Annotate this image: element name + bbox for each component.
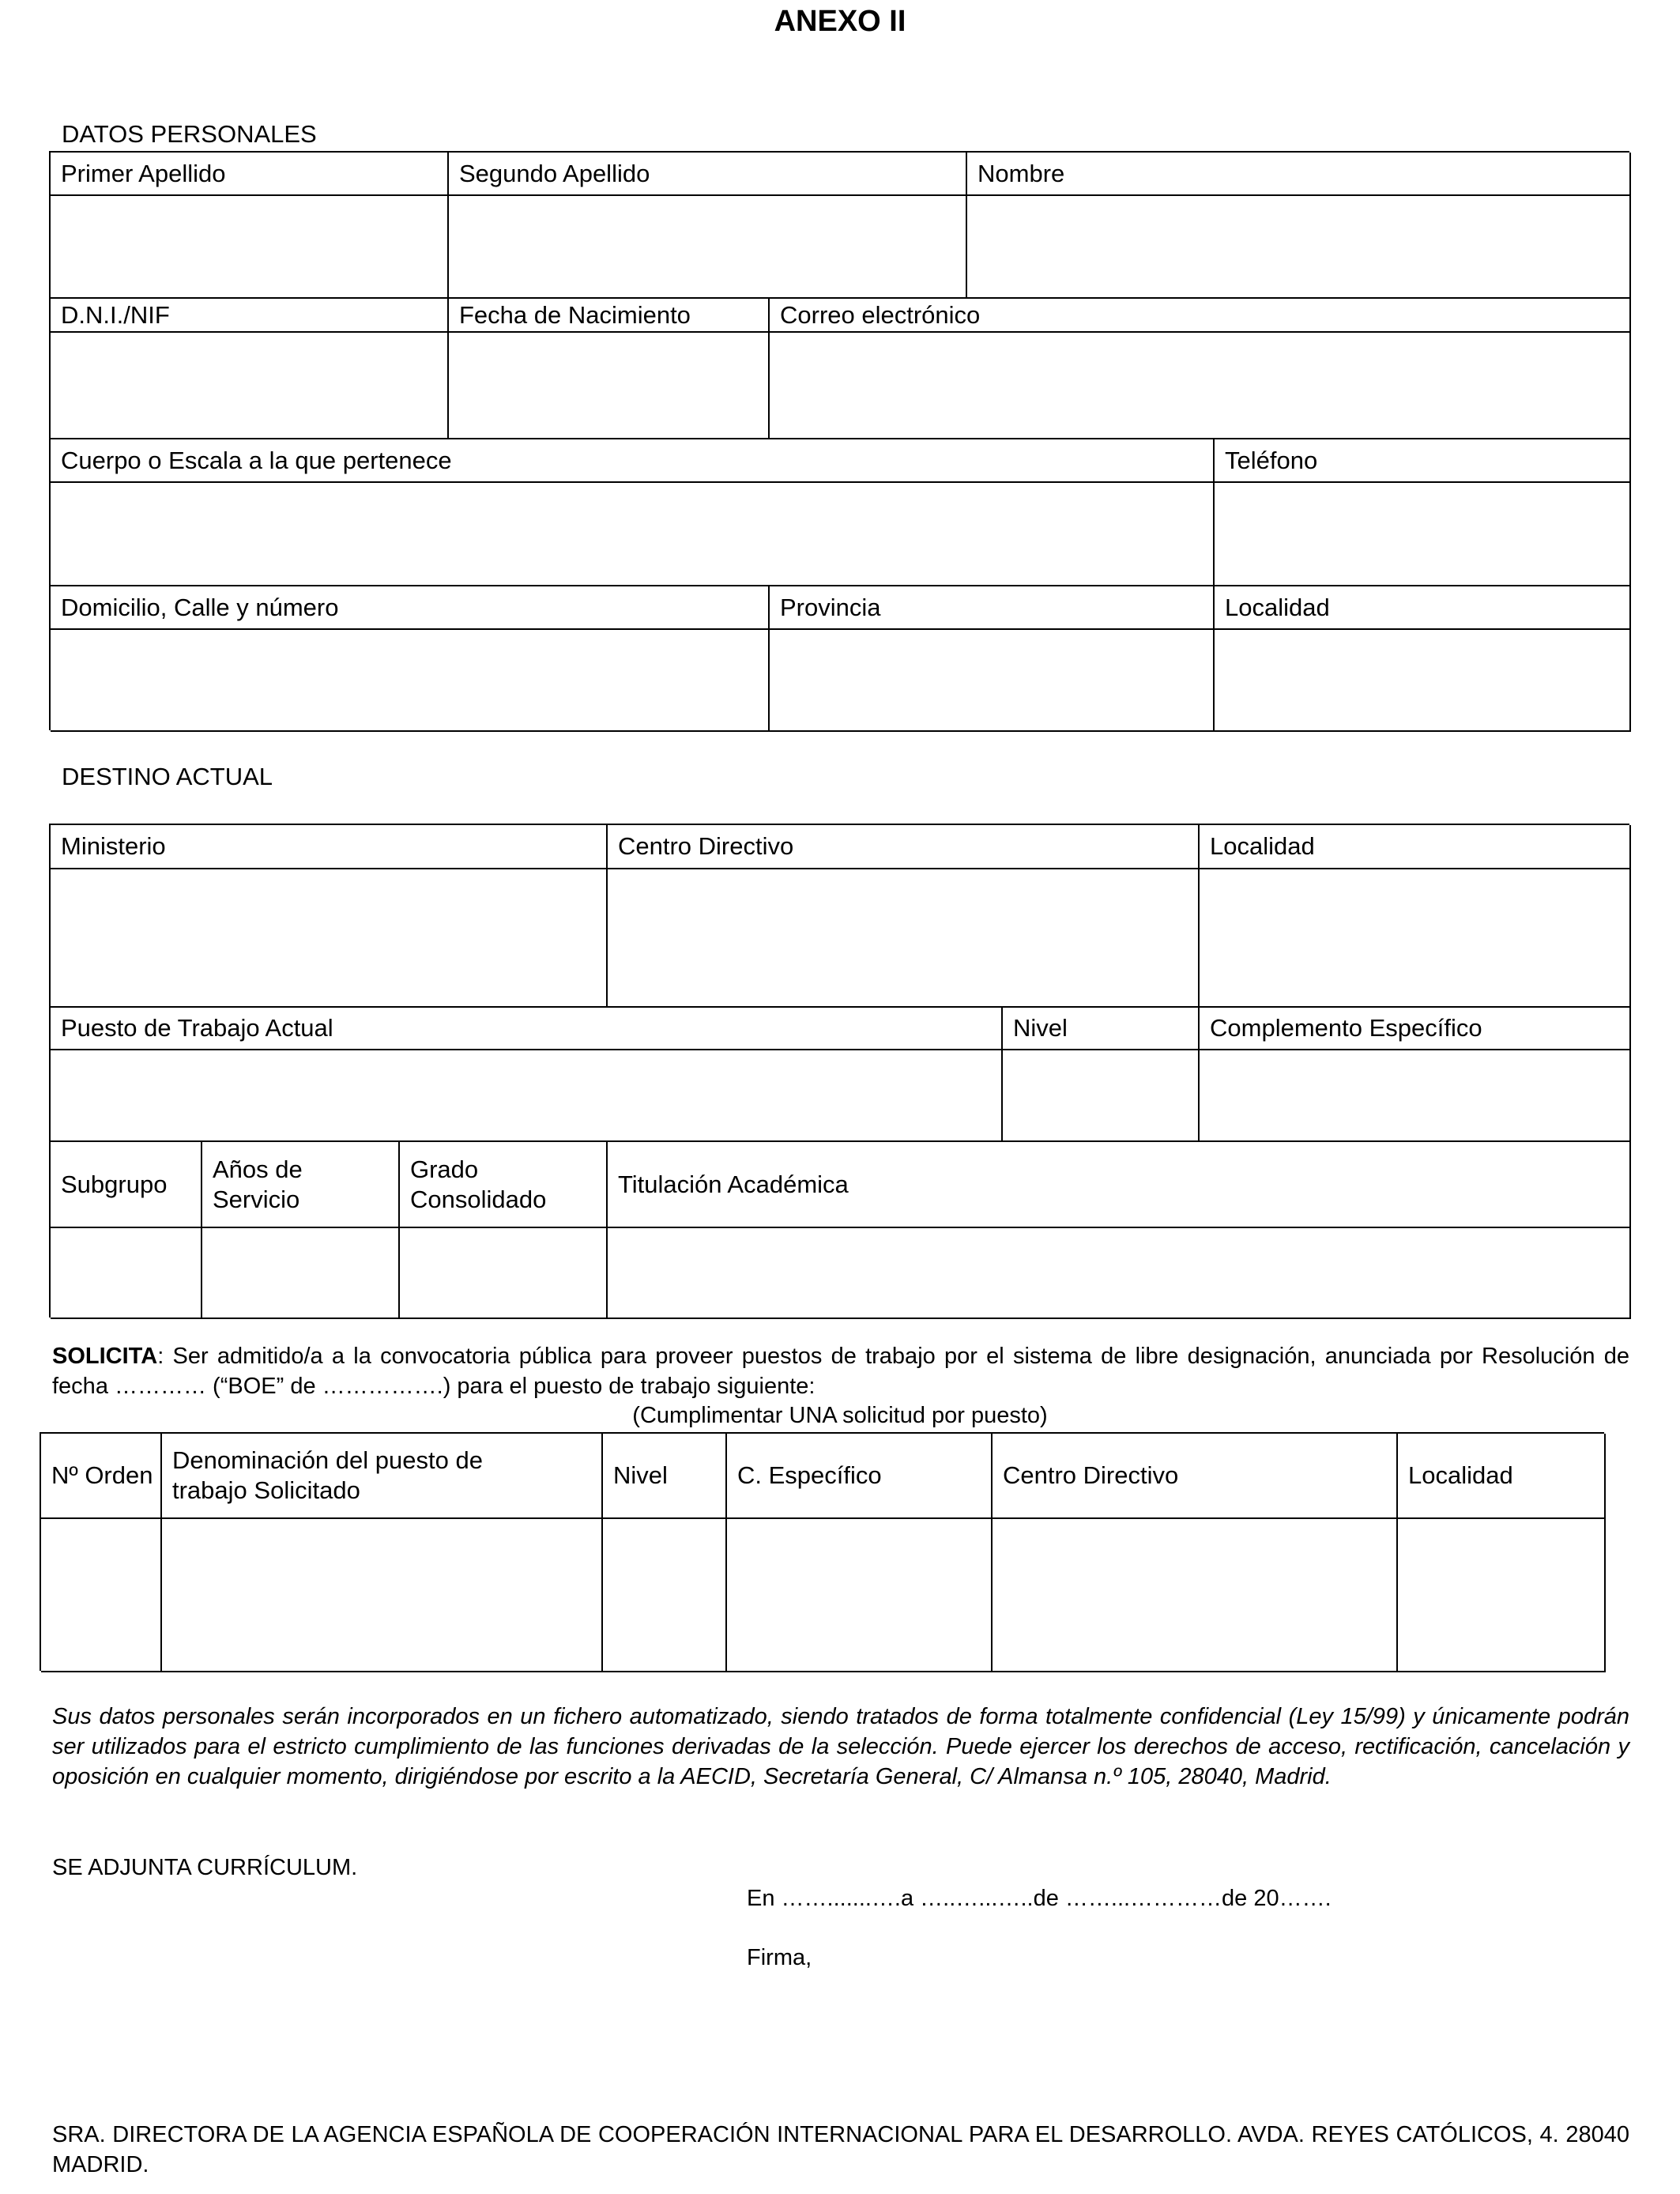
label-localidad-destino: Localidad	[1200, 825, 1631, 869]
label-segundo-apellido: Segundo Apellido	[449, 153, 967, 196]
personal-data-table	[49, 151, 1629, 730]
label-subgrupo: Subgrupo	[51, 1142, 202, 1228]
solicita-paragraph	[52, 1341, 1629, 1401]
field-nivel[interactable]	[1003, 1050, 1200, 1142]
page-title: ANEXO II	[774, 5, 906, 38]
label-nivel: Nivel	[1003, 1008, 1200, 1050]
field-domicilio[interactable]	[51, 630, 770, 732]
field-titulacion[interactable]	[608, 1228, 1631, 1319]
field-puesto-actual[interactable]	[51, 1050, 1003, 1142]
solicita-text: : Ser admitido/a a la convocatoria pública para proveer puestos de trabajo por el sistema de libre designación, anunciada por Resolución de fecha ………… (“BOE” de …………….) para el puesto de trabajo siguiente:	[52, 1344, 1629, 1399]
label-primer-apellido: Primer Apellido	[51, 153, 449, 196]
label-grado: Grado Consolidado	[400, 1142, 608, 1228]
col-orden: Nº Orden	[41, 1434, 162, 1519]
field-denominacion[interactable]	[162, 1519, 603, 1672]
label-complemento: Complemento Específico	[1200, 1008, 1631, 1050]
footer-addressee: SRA. DIRECTORA DE LA AGENCIA ESPAÑOLA DE COOPERACIÓN INTERNACIONAL PARA EL DESARROLLO. AVDA. REYES CATÓLICOS, 4. 28040 MADRID.	[52, 2122, 1629, 2177]
signature-label: Firma,	[747, 1945, 812, 1970]
privacy-note: Sus datos personales serán incorporados en un fichero automatizado, siendo tratados de forma totalmente confidencial (Ley 15/99) y únicamente podrán ser utilizados para el estricto cumplimiento de las funciones derivadas de la selección. Puede ejercer los derechos de acceso, rectificación, cancelación y oposición en cualquier momento, dirigiéndose por escrito a la AECID, Secretaría General, C/ Almansa n.º 105, 28040, Madrid.	[52, 1704, 1629, 1789]
field-primer-apellido[interactable]	[51, 196, 449, 299]
label-ministerio: Ministerio	[51, 825, 608, 869]
solicitud-table	[40, 1432, 1604, 1671]
label-dni: D.N.I./NIF	[51, 299, 449, 333]
field-telefono[interactable]	[1215, 483, 1631, 586]
section-heading-destino: DESTINO ACTUAL	[62, 763, 273, 790]
field-anos-servicio[interactable]	[202, 1228, 400, 1319]
label-localidad: Localidad	[1215, 586, 1631, 630]
label-correo: Correo electrónico	[770, 299, 1631, 333]
label-telefono: Teléfono	[1215, 439, 1631, 483]
adjunta-curriculum: SE ADJUNTA CURRÍCULUM.	[52, 1855, 358, 1880]
label-anos-servicio: Años de Servicio	[202, 1142, 400, 1228]
field-ministerio[interactable]	[51, 869, 608, 1008]
label-provincia: Provincia	[770, 586, 1215, 630]
solicita-note: (Cumplimentar UNA solicitud por puesto)	[632, 1403, 1048, 1428]
label-titulacion: Titulación Académica	[608, 1142, 1631, 1228]
label-nombre: Nombre	[967, 153, 1631, 196]
field-segundo-apellido[interactable]	[449, 196, 967, 299]
date-line: En …….......….a …..…...…..de ……...…………de 20…….	[747, 1886, 1332, 1911]
col-localidad: Localidad	[1398, 1434, 1606, 1519]
field-subgrupo[interactable]	[51, 1228, 202, 1319]
destino-table	[49, 824, 1629, 1318]
field-complemento[interactable]	[1200, 1050, 1631, 1142]
label-domicilio: Domicilio, Calle y número	[51, 586, 770, 630]
col-centro: Centro Directivo	[993, 1434, 1398, 1519]
label-fecha-nacimiento: Fecha de Nacimiento	[449, 299, 770, 333]
field-cuerpo[interactable]	[51, 483, 1215, 586]
field-localidad-destino[interactable]	[1200, 869, 1631, 1008]
field-centro-directivo[interactable]	[608, 869, 1200, 1008]
field-nombre[interactable]	[967, 196, 1631, 299]
field-grado[interactable]	[400, 1228, 608, 1319]
col-nivel: Nivel	[603, 1434, 727, 1519]
field-correo[interactable]	[770, 333, 1631, 439]
col-denominacion: Denominación del puesto de trabajo Solicitado	[162, 1434, 603, 1519]
section-heading-personal: DATOS PERSONALES	[62, 120, 317, 148]
field-fecha-nacimiento[interactable]	[449, 333, 770, 439]
col-especifico: C. Específico	[727, 1434, 993, 1519]
field-sol-localidad[interactable]	[1398, 1519, 1606, 1672]
field-sol-centro[interactable]	[993, 1519, 1398, 1672]
solicita-bold: SOLICITA	[52, 1344, 158, 1369]
label-centro-directivo: Centro Directivo	[608, 825, 1200, 869]
field-especifico[interactable]	[727, 1519, 993, 1672]
label-puesto-actual: Puesto de Trabajo Actual	[51, 1008, 1003, 1050]
field-provincia[interactable]	[770, 630, 1215, 732]
field-localidad[interactable]	[1215, 630, 1631, 732]
field-dni[interactable]	[51, 333, 449, 439]
label-cuerpo: Cuerpo o Escala a la que pertenece	[51, 439, 1215, 483]
field-orden[interactable]	[41, 1519, 162, 1672]
field-sol-nivel[interactable]	[603, 1519, 727, 1672]
